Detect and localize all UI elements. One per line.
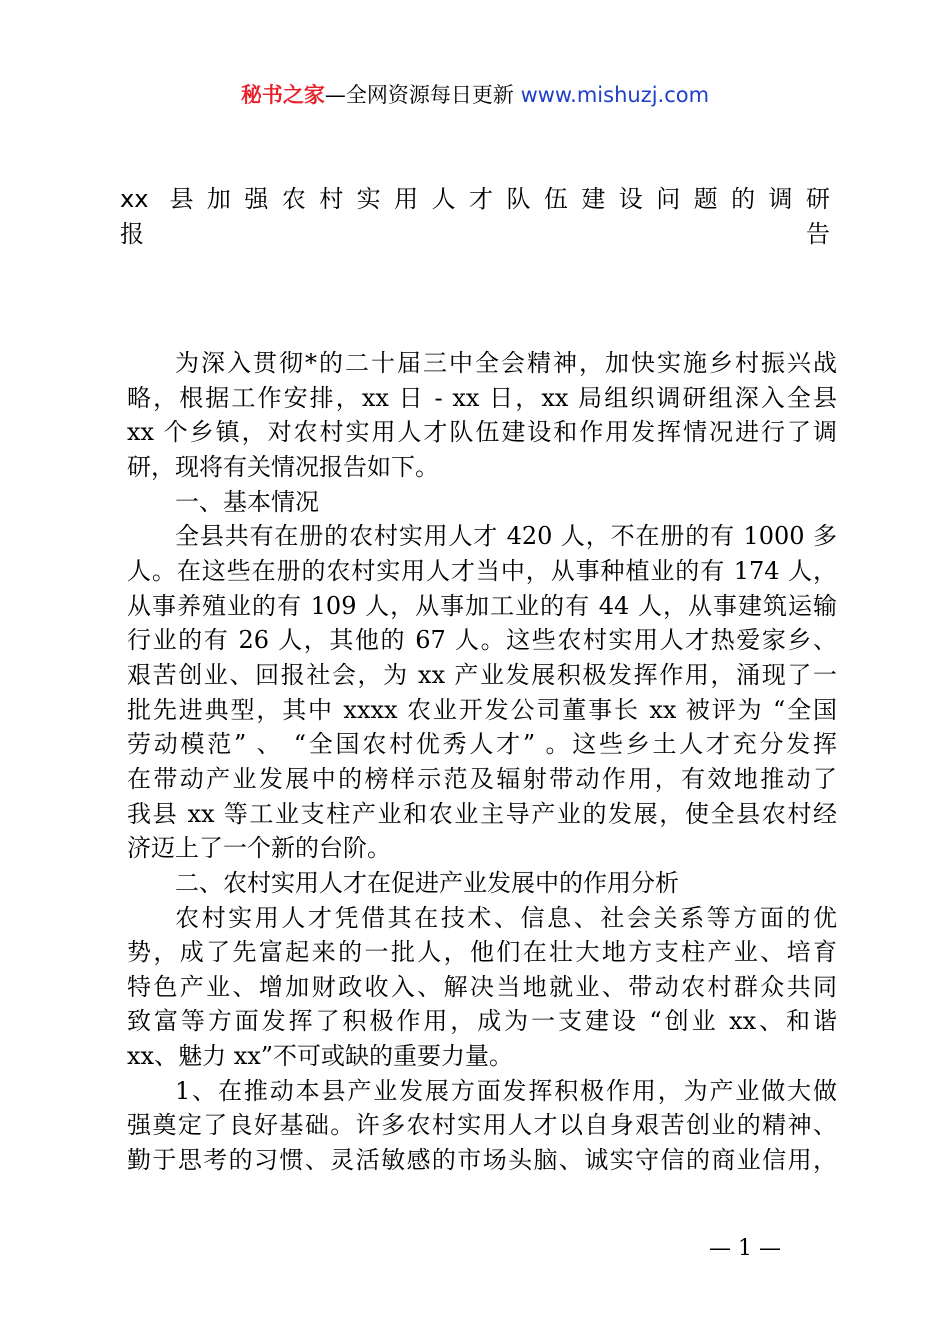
- body-line: 全县共有在册的农村实用人才 420 人，不在册的有 1000 多: [175, 522, 837, 551]
- body-line: 强奠定了良好基础。许多农村实用人才以自身艰苦创业的精神、: [127, 1111, 837, 1140]
- body-line: 勤于思考的习惯、灵活敏感的市场头脑、诚实守信的商业信用，: [127, 1146, 837, 1175]
- body-line: 行业的有 26 人，其他的 67 人。这些农村实用人才热爱家乡、: [127, 626, 837, 655]
- body-line: 从事养殖业的有 109 人，从事加工业的有 44 人，从事建筑运输: [127, 591, 837, 620]
- title-line-1: xx 县加强农村实用人才队伍建设问题的调研: [120, 185, 830, 213]
- site-header: [0, 78, 950, 112]
- title-line-2: 报告: [120, 219, 830, 248]
- body-line: 特色产业、增加财政收入、解决当地就业、带动农村群众共同: [127, 972, 837, 1001]
- site-brand: 秘书之家: [240, 83, 325, 107]
- body-line: 势，成了先富起来的一批人，他们在壮大地方支柱产业、培育: [127, 938, 837, 967]
- body-line: 致富等方面发挥了积极作用，成为一支建设 “创业 xx、和谐: [127, 1007, 837, 1036]
- site-tagline: —全网资源每日更新: [324, 83, 521, 107]
- body-line: 为深入贯彻*的二十届三中全会精神，加快实施乡村振兴战: [175, 349, 837, 377]
- body-line: 济迈上了一个新的台阶。: [127, 834, 391, 863]
- body-line: 农村实用人才凭借其在技术、信息、社会关系等方面的优: [175, 903, 837, 932]
- section-heading: 一、基本情况: [175, 487, 319, 516]
- body-line: xx 个乡镇，对农村实用人才队伍建设和作用发挥情况进行了调: [127, 418, 837, 447]
- body-line: 批先进典型，其中 xxxx 农业开发公司董事长 xx 被评为 “全国: [127, 695, 837, 724]
- document-title: [120, 182, 830, 251]
- body-line: 艰苦创业、回报社会，为 xx 产业发展积极发挥作用，涌现了一: [127, 660, 837, 689]
- page-number: — 1 —: [709, 1236, 781, 1261]
- document-body: [127, 346, 837, 1178]
- body-line: 我县 xx 等工业支柱产业和农业主导产业的发展，使全县农村经: [127, 799, 837, 828]
- body-line: 1、在推动本县产业发展方面发挥积极作用，为产业做大做: [175, 1076, 837, 1105]
- site-url[interactable]: www.mishuzj.com: [520, 83, 710, 107]
- section-heading: 二、农村实用人才在促进产业发展中的作用分析: [175, 868, 679, 897]
- body-line: 研，现将有关情况报告如下。: [127, 452, 439, 481]
- body-line: 略，根据工作安排，xx 日 - xx 日，xx 局组织调研组深入全县: [127, 383, 837, 412]
- body-line: 劳动模范” 、 “全国农村优秀人才” 。这些乡土人才充分发挥: [127, 730, 837, 759]
- body-line: 人。在这些在册的农村实用人才当中，从事种植业的有 174 人，: [127, 556, 837, 585]
- body-line: 在带动产业发展中的榜样示范及辐射带动作用，有效地推动了: [127, 764, 837, 793]
- body-line: xx、魅力 xx”不可或缺的重要力量。: [127, 1042, 514, 1071]
